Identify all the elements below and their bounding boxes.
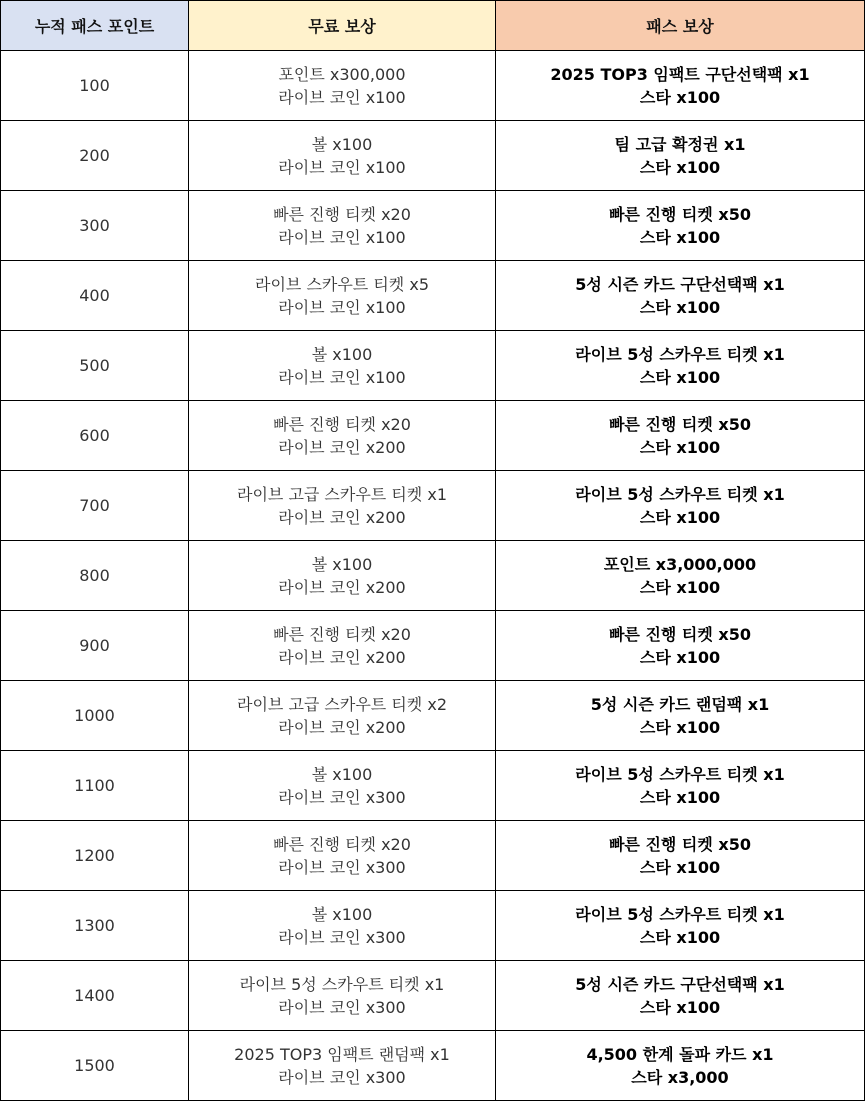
pass-reward-line: 스타 x3,000 bbox=[631, 1067, 729, 1087]
free-reward-line: 라이브 코인 x200 bbox=[278, 507, 406, 527]
pass-reward-line: 스타 x100 bbox=[639, 717, 721, 737]
free-reward-line: 볼 x100 bbox=[311, 764, 373, 784]
header-cumulative-points: 누적 패스 포인트 bbox=[1, 1, 189, 51]
points-cell: 1000 bbox=[1, 681, 189, 751]
free-reward-line: 라이브 코인 x200 bbox=[278, 647, 406, 667]
points-cell: 900 bbox=[1, 611, 189, 681]
table-row bbox=[1, 751, 865, 821]
pass-reward-cell bbox=[496, 471, 865, 541]
table-row bbox=[1, 261, 865, 331]
table-body bbox=[1, 51, 865, 1101]
pass-reward-cell bbox=[496, 401, 865, 471]
table-header bbox=[1, 1, 865, 51]
free-reward-line: 빠른 진행 티켓 x20 bbox=[273, 414, 411, 434]
pass-reward-line: 빠른 진행 티켓 x50 bbox=[608, 624, 752, 644]
pass-reward-line: 라이브 5성 스카우트 티켓 x1 bbox=[575, 904, 785, 924]
header-row bbox=[1, 1, 865, 51]
free-reward-line: 라이브 코인 x100 bbox=[278, 227, 406, 247]
free-reward-line: 볼 x100 bbox=[311, 554, 373, 574]
pass-reward-line: 라이브 5성 스카우트 티켓 x1 bbox=[575, 344, 785, 364]
free-reward-line: 라이브 코인 x200 bbox=[278, 717, 406, 737]
table-row bbox=[1, 681, 865, 751]
free-reward-cell bbox=[189, 51, 496, 121]
pass-reward-cell bbox=[496, 821, 865, 891]
free-reward-line: 라이브 고급 스카우트 티켓 x1 bbox=[236, 484, 447, 504]
pass-reward-line: 스타 x100 bbox=[639, 87, 721, 107]
free-reward-cell bbox=[189, 961, 496, 1031]
free-reward-cell bbox=[189, 1031, 496, 1101]
header-free-reward: 무료 보상 bbox=[189, 1, 496, 51]
table-row bbox=[1, 611, 865, 681]
free-reward-cell bbox=[189, 751, 496, 821]
pass-reward-line: 2025 TOP3 임팩트 구단선택팩 x1 bbox=[550, 64, 810, 84]
table-row bbox=[1, 961, 865, 1031]
pass-reward-line: 포인트 x3,000,000 bbox=[603, 554, 757, 574]
pass-reward-line: 스타 x100 bbox=[639, 297, 721, 317]
free-reward-line: 라이브 코인 x100 bbox=[278, 367, 406, 387]
free-reward-cell bbox=[189, 891, 496, 961]
free-reward-line: 라이브 코인 x100 bbox=[278, 87, 406, 107]
free-reward-cell bbox=[189, 821, 496, 891]
free-reward-line: 라이브 코인 x300 bbox=[278, 787, 406, 807]
points-cell: 700 bbox=[1, 471, 189, 541]
free-reward-cell bbox=[189, 191, 496, 261]
free-reward-line: 볼 x100 bbox=[311, 904, 373, 924]
points-cell: 1400 bbox=[1, 961, 189, 1031]
free-reward-line: 라이브 코인 x300 bbox=[278, 857, 406, 877]
free-reward-cell bbox=[189, 121, 496, 191]
pass-reward-cell bbox=[496, 751, 865, 821]
pass-reward-line: 스타 x100 bbox=[639, 647, 721, 667]
table-row bbox=[1, 51, 865, 121]
pass-reward-cell bbox=[496, 961, 865, 1031]
free-reward-cell bbox=[189, 401, 496, 471]
free-reward-line: 라이브 코인 x300 bbox=[278, 1067, 406, 1087]
pass-reward-line: 팀 고급 확정권 x1 bbox=[614, 134, 746, 154]
points-cell: 200 bbox=[1, 121, 189, 191]
points-cell: 500 bbox=[1, 331, 189, 401]
table-row bbox=[1, 121, 865, 191]
pass-reward-cell bbox=[496, 891, 865, 961]
free-reward-line: 라이브 코인 x100 bbox=[278, 157, 406, 177]
table-row bbox=[1, 331, 865, 401]
table-row bbox=[1, 821, 865, 891]
pass-reward-cell bbox=[496, 611, 865, 681]
pass-reward-line: 라이브 5성 스카우트 티켓 x1 bbox=[575, 484, 785, 504]
free-reward-line: 빠른 진행 티켓 x20 bbox=[273, 624, 411, 644]
free-reward-line: 빠른 진행 티켓 x20 bbox=[273, 834, 411, 854]
table-row bbox=[1, 891, 865, 961]
free-reward-line: 볼 x100 bbox=[311, 134, 373, 154]
pass-reward-line: 빠른 진행 티켓 x50 bbox=[608, 204, 752, 224]
pass-reward-line: 스타 x100 bbox=[639, 157, 721, 177]
pass-reward-line: 스타 x100 bbox=[639, 997, 721, 1017]
free-reward-line: 라이브 코인 x200 bbox=[278, 437, 406, 457]
pass-reward-line: 스타 x100 bbox=[639, 367, 721, 387]
pass-reward-cell bbox=[496, 1031, 865, 1101]
pass-reward-line: 5성 시즌 카드 랜덤팩 x1 bbox=[590, 694, 770, 714]
table-row bbox=[1, 541, 865, 611]
points-cell: 1200 bbox=[1, 821, 189, 891]
pass-reward-cell bbox=[496, 121, 865, 191]
pass-reward-line: 5성 시즌 카드 구단선택팩 x1 bbox=[575, 274, 785, 294]
free-reward-line: 포인트 x300,000 bbox=[278, 64, 406, 84]
free-reward-cell bbox=[189, 611, 496, 681]
pass-reward-cell bbox=[496, 331, 865, 401]
free-reward-line: 라이브 코인 x200 bbox=[278, 577, 406, 597]
free-reward-line: 라이브 코인 x300 bbox=[278, 927, 406, 947]
points-cell: 1300 bbox=[1, 891, 189, 961]
pass-reward-line: 4,500 한계 돌파 카드 x1 bbox=[586, 1044, 774, 1064]
pass-reward-line: 스타 x100 bbox=[639, 787, 721, 807]
free-reward-line: 라이브 5성 스카우트 티켓 x1 bbox=[239, 974, 445, 994]
free-reward-line: 빠른 진행 티켓 x20 bbox=[273, 204, 411, 224]
header-pass-reward: 패스 보상 bbox=[496, 1, 865, 51]
points-cell: 400 bbox=[1, 261, 189, 331]
free-reward-cell bbox=[189, 261, 496, 331]
pass-reward-line: 스타 x100 bbox=[639, 927, 721, 947]
pass-reward-cell bbox=[496, 541, 865, 611]
pass-reward-cell bbox=[496, 191, 865, 261]
points-cell: 800 bbox=[1, 541, 189, 611]
table-row bbox=[1, 471, 865, 541]
free-reward-line: 라이브 코인 x100 bbox=[278, 297, 406, 317]
pass-reward-line: 5성 시즌 카드 구단선택팩 x1 bbox=[575, 974, 785, 994]
free-reward-line: 2025 TOP3 임팩트 랜덤팩 x1 bbox=[234, 1044, 450, 1064]
free-reward-line: 라이브 스카우트 티켓 x5 bbox=[254, 274, 429, 294]
pass-reward-cell bbox=[496, 681, 865, 751]
points-cell: 1100 bbox=[1, 751, 189, 821]
table-row bbox=[1, 401, 865, 471]
free-reward-cell bbox=[189, 331, 496, 401]
pass-reward-cell bbox=[496, 261, 865, 331]
points-cell: 300 bbox=[1, 191, 189, 261]
table-row bbox=[1, 191, 865, 261]
free-reward-line: 라이브 코인 x300 bbox=[278, 997, 406, 1017]
points-cell: 1500 bbox=[1, 1031, 189, 1101]
pass-reward-line: 스타 x100 bbox=[639, 437, 721, 457]
free-reward-line: 볼 x100 bbox=[311, 344, 373, 364]
free-reward-cell bbox=[189, 541, 496, 611]
table-row bbox=[1, 1031, 865, 1101]
pass-reward-cell bbox=[496, 51, 865, 121]
pass-reward-line: 스타 x100 bbox=[639, 857, 721, 877]
pass-reward-line: 스타 x100 bbox=[639, 227, 721, 247]
pass-reward-line: 스타 x100 bbox=[639, 577, 721, 597]
pass-reward-line: 라이브 5성 스카우트 티켓 x1 bbox=[575, 764, 785, 784]
free-reward-line: 라이브 고급 스카우트 티켓 x2 bbox=[236, 694, 447, 714]
free-reward-cell bbox=[189, 471, 496, 541]
pass-reward-line: 빠른 진행 티켓 x50 bbox=[608, 834, 752, 854]
pass-reward-line: 스타 x100 bbox=[639, 507, 721, 527]
pass-reward-line: 빠른 진행 티켓 x50 bbox=[608, 414, 752, 434]
free-reward-cell bbox=[189, 681, 496, 751]
points-cell: 100 bbox=[1, 51, 189, 121]
points-cell: 600 bbox=[1, 401, 189, 471]
